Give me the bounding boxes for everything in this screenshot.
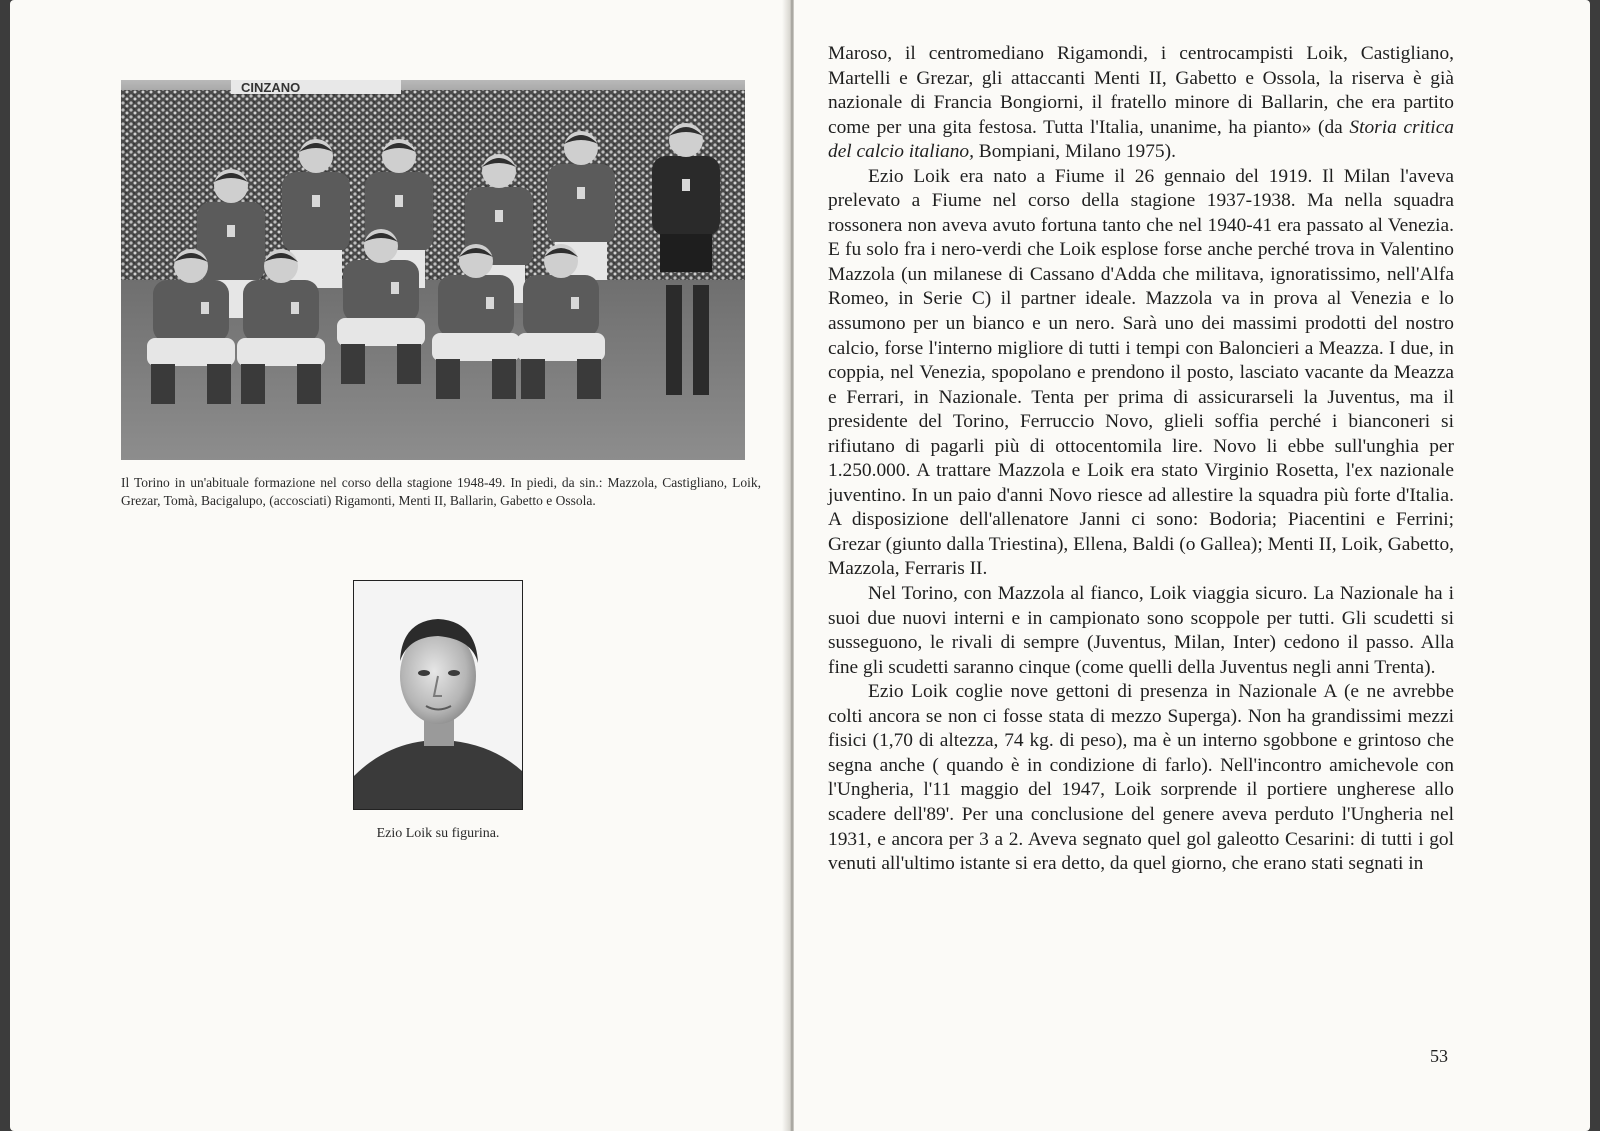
paragraph-text: Maroso, il centromediano Rigamondi, i centrocampisti Loik, Castigliano, Martelli e Grezar, gli attaccanti Menti II, Gabetto e Ossola, la riserva è già nazionale di Francia Bongiorni, il fratello minore di Ballarin, che era partito come per una gita festosa. Tutta l'Italia, unanime, ha pianto» (da bbox=[828, 43, 1454, 138]
team-photo-image bbox=[121, 80, 745, 460]
paragraph bbox=[828, 165, 1454, 582]
book-title-italic: Storia critica del calcio italiano, bbox=[828, 116, 1454, 163]
paragraph-text: Bompiani, Milano 1975). bbox=[973, 141, 1176, 163]
paragraph-text: Ezio Loik coglie nove gettoni di presenza in Nazionale A (e ne avrebbe colti ancora se non ci fosse stata di mezzo Superga). Non ha grandissimi mezzi fisici (1,70 di altezza, 74 kg. di peso), ma è un interno sgobbone e grintoso che segna anche ( quando è in condizione di farlo). Nell'incontro amichevole con l'Ungheria, l'11 maggio del 1947, Loik sorprende il portiere ungherese allo scadere dell'89'. Per una conclusione del genere aveva perduto l'Ungheria nel 1931, e ancora per 3 a 2. Aveva segnato quel gol galeotto Cesarini: di tutti i gol venuti all'ultimo istante si era detto, da quel giorno, che erano stati segnati in bbox=[828, 681, 1454, 875]
right-page bbox=[794, 0, 1590, 1131]
paragraph bbox=[828, 582, 1454, 680]
portrait-photo bbox=[353, 580, 523, 810]
paragraph bbox=[828, 42, 1454, 165]
stands-sign: CINZANO bbox=[241, 80, 301, 95]
paragraph-text: Nel Torino, con Mazzola al fianco, Loik viaggia sicuro. La Nazionale ha i suoi due nuovi interni e in campionato sono scoppole per tutti. Gli scudetti si susseguono, le rivali di sempre (Juventus, Milan, Inter) cedono il passo. Alla fine gli scudetti saranno cinque (come quelli della Juventus negli anni Trenta). bbox=[828, 583, 1454, 678]
paragraph-text: Ezio Loik era nato a Fiume il 26 gennaio del 1919. Il Milan l'aveva prelevato a Fiume nel corso della stagione 1937-1938. Ma nella squadra rossonera non aveva avuto fortuna tanto che nel 1940-41 era passato al Venezia. E fu solo fra i nero-verdi che Loik esplose forse anche perché trova in Valentino Mazzola (un milanese di Cassano d'Adda che militava, ignoratissimo, nell'Alfa Romeo, in Serie C) il partner ideale. Mazzola va in prova al Venezia e lo assumono per un bianco e un nero. Sarà uno dei massimi prodotti del nostro calcio, forse l'interno migliore di tutti i tempi con Baloncieri a Meazza. I due, in coppia, nel Venezia, spopolano e prendono il posto, lasciato vacante da Meazza e Ferrari, in Nazionale. Tenta per prima di assicurarseli la Juventus, ma il presidente del Torino, Ferruccio Novo, glieli soffia perché i bianconeri si rifiutano di pagarli più di ottocentomila lire. Novo li ebbe sull'unghia per 1.250.000. A trattare Mazzola e Loik era stato Virginio Rosetta, l'ex nazionale juventino. In un paio d'anni Novo riesce ad allestire la squadra più forte d'Italia. A disposizione dell'allenatore Janni ci sono: Bodoria; Piacentini e Ferrini; Grezar (giunto dalla Triestina), Ellena, Baldi (o Gallea); Menti II, Loik, Gabetto, Mazzola, Ferraris II. bbox=[828, 165, 1454, 580]
page-number: 53 bbox=[1430, 1046, 1448, 1066]
portrait-caption: Ezio Loik su figurina. bbox=[376, 826, 500, 841]
body-text bbox=[828, 42, 1454, 877]
team-photo-caption: Il Torino in un'abituale formazione nel corso della stagione 1948-49. In piedi, da sin.: Mazzola, Castigliano, Loik, Grezar, Tomà, Bacigalupo, (accosciati) Rigamonti, Menti II, Ballarin, Gabetto e Ossola. bbox=[121, 475, 761, 508]
team-photo bbox=[121, 80, 745, 460]
left-page bbox=[10, 0, 788, 1131]
portrait-image bbox=[354, 581, 522, 809]
paragraph bbox=[828, 680, 1454, 876]
